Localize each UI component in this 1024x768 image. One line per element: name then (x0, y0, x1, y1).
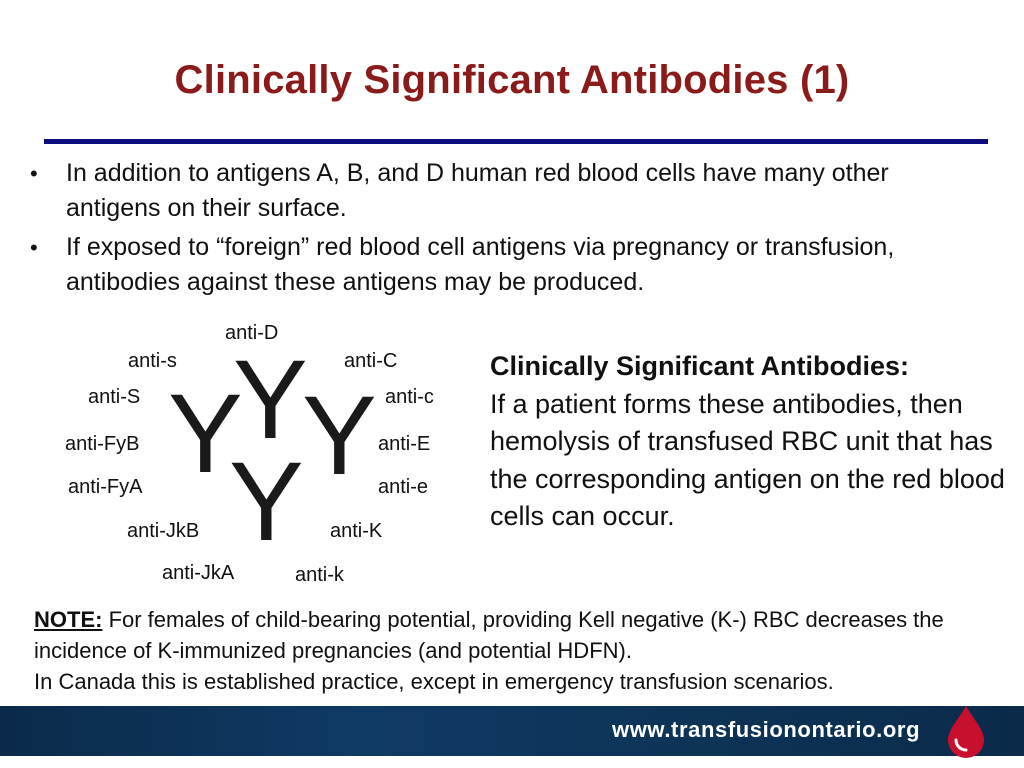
footer-url[interactable]: www.transfusionontario.org (612, 717, 921, 742)
note-line-1: For females of child-bearing potential, providing Kell negative (K-) RBC decreases the incidence of K-immunized pregnancies (and potential HDFN). (34, 607, 944, 663)
label-anti-c-lower: anti-c (385, 386, 434, 408)
label-anti-e-upper: anti-E (378, 433, 431, 455)
label-anti-c-upper: anti-C (344, 350, 398, 372)
note-label: NOTE: (34, 607, 103, 632)
note-line-2: In Canada this is established practice, except in emergency transfusion scenarios. (34, 669, 834, 694)
label-anti-s-lower: anti-s (128, 350, 177, 372)
label-anti-k-lower: anti-k (295, 564, 344, 586)
footer-bottom-strip (0, 756, 1024, 768)
label-anti-fya: anti-FyA (68, 476, 143, 498)
antibody-graphic (55, 312, 465, 594)
callout-body: If a patient forms these antibodies, then hemolysis of transfused RBC unit that has the corresponding antigen on the red blood cells can occur. (490, 388, 1005, 531)
callout-heading: Clinically Significant Antibodies: (490, 351, 910, 381)
label-anti-jka: anti-JkA (162, 562, 235, 584)
antibody-y-icon: Y (168, 371, 243, 496)
label-anti-k-upper: anti-K (330, 520, 383, 542)
bullet-item: • In addition to antigens A, B, and D human red blood cells have many other antigens on their surface. (30, 156, 990, 226)
label-anti-jkb: anti-JkB (127, 520, 200, 542)
label-anti-e-lower: anti-e (378, 476, 429, 498)
note-block (34, 604, 1004, 697)
label-anti-d: anti-D (225, 322, 279, 344)
label-anti-s-upper: anti-S (88, 386, 141, 408)
label-anti-fyb: anti-FyB (65, 433, 140, 455)
slide-title: Clinically Significant Antibodies (1) (174, 58, 850, 102)
antibody-y-icon: Y (229, 439, 304, 564)
callout-box (490, 348, 1010, 536)
blood-drop-icon (944, 704, 988, 760)
bullet-list (30, 156, 990, 304)
antibody-y-icon: Y (233, 337, 308, 462)
antibody-y-icon: Y (302, 373, 377, 498)
title-divider (44, 139, 988, 144)
bullet-item: • If exposed to “foreign” red blood cell antigens via pregnancy or transfusion, antibodies against these antigens may be produced. (30, 230, 990, 300)
